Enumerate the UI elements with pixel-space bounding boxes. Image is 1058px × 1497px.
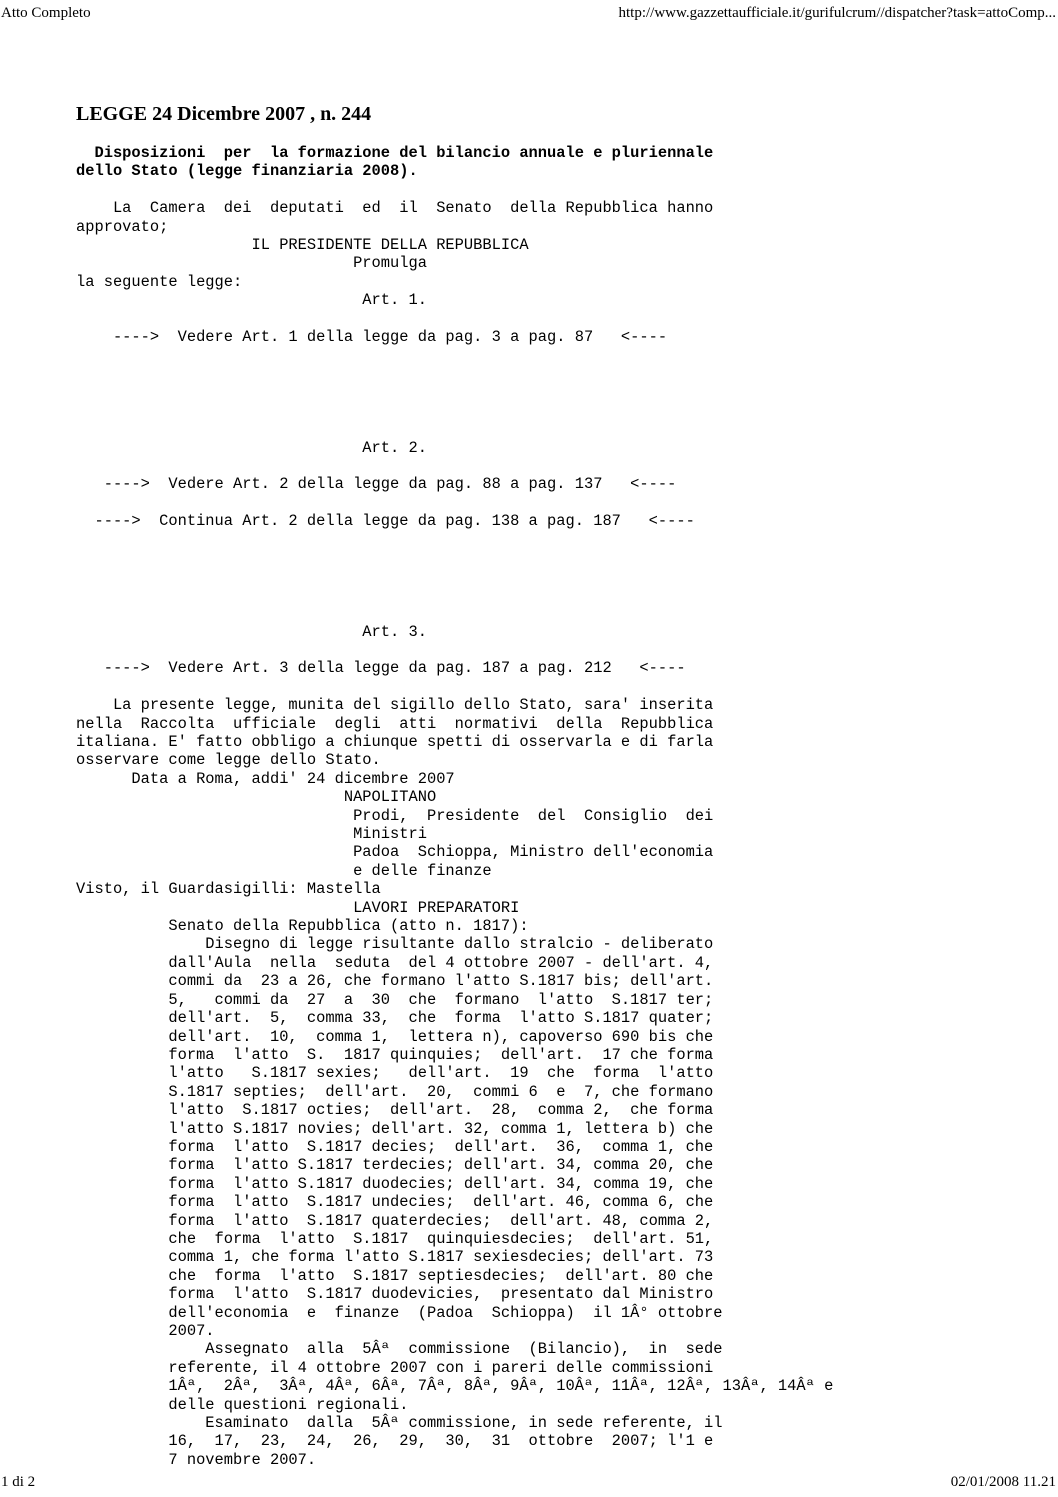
text-line: l'atto S.1817 sexies; dell'art. 19 che forma l'atto: [76, 1064, 714, 1083]
text-line: dello Stato (legge finanziaria 2008).: [76, 162, 418, 181]
text-line: e delle finanze: [76, 861, 492, 880]
text-line: l'atto S.1817 octies; dell'art. 28, comma 2, che forma: [76, 1101, 714, 1120]
text-line: commi da 23 a 26, che formano l'atto S.1817 bis; dell'art.: [76, 972, 714, 991]
text-line: [76, 383, 833, 401]
text-line: referente, il 4 ottobre 2007 con i pareri delle commissioni: [76, 1358, 714, 1377]
text-line: 7 novembre 2007.: [76, 1450, 317, 1469]
text-line: approvato;: [76, 217, 169, 236]
text-line: Senato della Repubblica (atto n. 1817):: [76, 917, 529, 936]
text-line: ----> Vedere Art. 2 della legge da pag. 88 a pag. 137 <----: [76, 475, 677, 494]
text-line: dall'Aula nella seduta del 4 ottobre 2007 - dell'art. 4,: [76, 953, 714, 972]
text-line: Prodi, Presidente del Consiglio dei: [76, 806, 714, 825]
text-line: Esaminato dalla 5Âª commissione, in sede referente, il: [76, 1414, 723, 1433]
text-line: [76, 641, 833, 659]
text-line: forma l'atto S.1817 duodevicies, presentato dal Ministro: [76, 1285, 714, 1304]
text-line: delle questioni regionali.: [76, 1395, 409, 1414]
text-line: [76, 310, 833, 328]
text-line: La presente legge, munita del sigillo dello Stato, sara' inserita: [76, 696, 714, 715]
text-line: NAPOLITANO: [76, 788, 437, 807]
text-line: Disposizioni per la formazione del bilancio annuale e pluriennale: [76, 144, 714, 162]
text-line: nella Raccolta ufficiale degli atti normativi della Repubblica: [76, 714, 714, 733]
text-line: forma l'atto S.1817 quaterdecies; dell'art. 48, comma 2,: [76, 1211, 714, 1230]
text-line: [76, 678, 833, 696]
text-line: l'atto S.1817 novies; dell'art. 32, comma 1, lettera b) che: [76, 1119, 714, 1138]
text-line: che forma l'atto S.1817 quinquiesdecies; dell'art. 51,: [76, 1229, 714, 1248]
text-line: osservare come legge dello Stato.: [76, 751, 381, 770]
text-line: Art. 2.: [76, 438, 427, 457]
text-line: dell'economia e finanze (Padoa Schioppa) il 1Â° ottobre: [76, 1303, 723, 1322]
text-line: Visto, il Guardasigilli: Mastella: [76, 880, 381, 899]
text-line: ----> Continua Art. 2 della legge da pag. 138 a pag. 187 <----: [76, 512, 695, 531]
text-line: Disegno di legge risultante dallo stralcio - deliberato: [76, 935, 714, 954]
text-line: [76, 402, 833, 420]
text-line: Assegnato alla 5Âª commissione (Bilancio), in sede: [76, 1340, 723, 1359]
text-line: 2007.: [76, 1322, 215, 1340]
text-line: IL PRESIDENTE DELLA REPUBBLICA: [76, 236, 529, 255]
text-line: [76, 420, 833, 438]
text-line: Art. 3.: [76, 622, 427, 641]
text-line: Art. 1.: [76, 291, 427, 310]
text-line: la seguente legge:: [76, 272, 243, 291]
text-line: [76, 549, 833, 567]
text-line: dell'art. 5, comma 33, che forma l'atto S.1817 quater;: [76, 1009, 714, 1028]
browser-header-url: http://www.gazzettaufficiale.it/gurifulcrum//dispatcher?task=attoComp...: [618, 5, 1056, 21]
text-line: Data a Roma, addi' 24 dicembre 2007: [76, 769, 455, 788]
text-line: [76, 365, 833, 383]
text-line: La Camera dei deputati ed il Senato della Repubblica hanno: [76, 199, 714, 218]
law-title: LEGGE 24 Dicembre 2007 , n. 244: [76, 103, 372, 125]
browser-header-title: Atto Completo: [1, 5, 91, 21]
text-line: [76, 531, 833, 549]
text-line: [76, 567, 833, 585]
text-line: forma l'atto S.1817 decies; dell'art. 36, comma 1, che: [76, 1137, 714, 1156]
text-line: comma 1, che forma l'atto S.1817 sexiesdecies; dell'art. 73: [76, 1248, 714, 1267]
text-line: ----> Vedere Art. 1 della legge da pag. 3 a pag. 87 <----: [76, 328, 668, 347]
text-line: Padoa Schioppa, Ministro dell'economia: [76, 843, 714, 862]
text-line: Ministri: [76, 825, 427, 844]
text-line: LAVORI PREPARATORI: [76, 898, 520, 917]
text-line: [76, 181, 833, 199]
text-line: [76, 586, 833, 604]
text-line: [76, 494, 833, 512]
text-line: forma l'atto S.1817 undecies; dell'art. 46, comma 6, che: [76, 1193, 714, 1212]
text-line: [76, 604, 833, 622]
text-line: [76, 346, 833, 364]
text-line: che forma l'atto S.1817 septiesdecies; dell'art. 80 che: [76, 1266, 714, 1285]
text-line: 1Âª, 2Âª, 3Âª, 4Âª, 6Âª, 7Âª, 8Âª, 9Âª, 10Âª, 11Âª, 12Âª, 13Âª, 14Âª e: [76, 1377, 834, 1396]
print-timestamp: 02/01/2008 11.21: [950, 1474, 1056, 1490]
text-line: [76, 457, 833, 475]
text-line: Promulga: [76, 254, 427, 273]
text-line: ----> Vedere Art. 3 della legge da pag. 187 a pag. 212 <----: [76, 659, 686, 678]
text-line: 16, 17, 23, 24, 26, 29, 30, 31 ottobre 2007; l'1 e: [76, 1432, 714, 1451]
text-line: forma l'atto S.1817 terdecies; dell'art. 34, comma 20, che: [76, 1156, 714, 1175]
text-line: italiana. E' fatto obbligo a chiunque spetti di osservarla e di farla: [76, 733, 714, 751]
law-text-body: [76, 144, 833, 1469]
text-line: 5, commi da 27 a 30 che formano l'atto S.1817 ter;: [76, 990, 714, 1009]
text-line: dell'art. 10, comma 1, lettera n), capoverso 690 bis che: [76, 1027, 714, 1046]
text-line: S.1817 septies; dell'art. 20, commi 6 e 7, che formano: [76, 1082, 714, 1101]
text-line: forma l'atto S.1817 duodecies; dell'art. 34, comma 19, che: [76, 1174, 714, 1193]
page-counter: 1 di 2: [1, 1474, 36, 1490]
text-line: forma l'atto S. 1817 quinquies; dell'art. 17 che forma: [76, 1045, 714, 1064]
